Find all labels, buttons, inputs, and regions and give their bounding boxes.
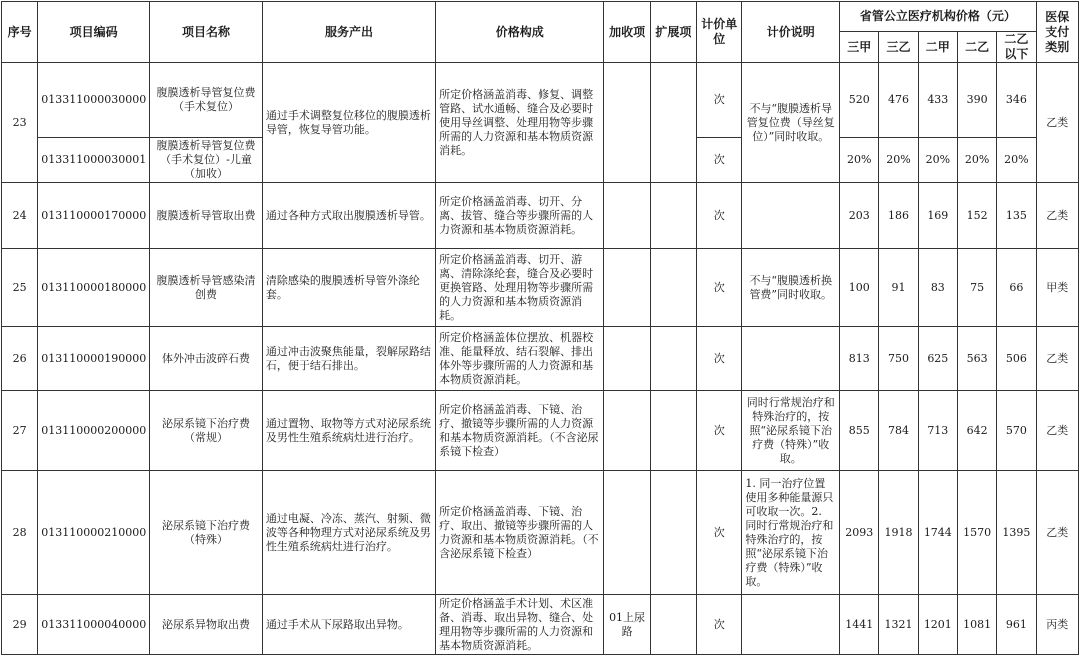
header-level-1: 三甲 — [840, 32, 879, 63]
cell-price: 20% — [879, 138, 918, 183]
cell-insurance: 乙类 — [1036, 63, 1078, 183]
cell-price: 75 — [957, 249, 996, 327]
cell-unit: 次 — [697, 391, 742, 471]
price-table — [1, 1, 1079, 655]
cell-price: 506 — [997, 327, 1036, 391]
cell-service: 清除感染的腹膜透析导管外涤纶套。 — [262, 249, 435, 327]
cell-service: 通过各种方式取出腹膜透析导管。 — [262, 183, 435, 249]
cell-code: 013311000040000 — [38, 595, 150, 655]
cell-code: 013311000030001 — [38, 138, 150, 183]
cell-price: 563 — [957, 327, 996, 391]
cell-name: 腹膜透析导管复位费（手术复位）-儿童（加收） — [150, 138, 263, 183]
cell-composition: 所定价格涵盖消毒、下镜、治疗、撤镜等步骤所需的人力资源和基本物质资源消耗。（不含泌尿系镜下检查） — [436, 391, 604, 471]
cell-code: 013311000030000 — [38, 63, 150, 138]
header-pricing-note: 计价说明 — [742, 2, 840, 63]
cell-seq: 25 — [2, 249, 38, 327]
table-row — [2, 249, 1079, 327]
cell-name: 泌尿系镜下治疗费（常规） — [150, 391, 263, 471]
header-level-4: 二乙 — [957, 32, 996, 63]
cell-note — [742, 183, 840, 249]
cell-name: 腹膜透析导管复位费（手术复位） — [150, 63, 263, 138]
cell-surcharge — [604, 249, 650, 327]
cell-price: 784 — [879, 391, 918, 471]
cell-price: 1570 — [957, 471, 996, 595]
cell-note: 不与“腹膜透析导管复位费（导丝复位）”同时收取。 — [742, 63, 840, 183]
cell-seq: 29 — [2, 595, 38, 655]
cell-composition: 所定价格涵盖消毒、下镜、治疗、取出、撤镜等步骤所需的人力资源和基本物质资源消耗。（不含泌尿系镜下检查） — [436, 471, 604, 595]
header-level-2: 三乙 — [879, 32, 918, 63]
cell-service: 通过置物、取物等方式对泌尿系统及男性生殖系统病灶进行治疗。 — [262, 391, 435, 471]
cell-seq: 26 — [2, 327, 38, 391]
cell-price: 713 — [918, 391, 957, 471]
cell-unit: 次 — [697, 183, 742, 249]
cell-code: 013110000200000 — [38, 391, 150, 471]
cell-code: 013110000170000 — [38, 183, 150, 249]
cell-price: 1201 — [918, 595, 957, 655]
header-level-5: 二乙以下 — [997, 32, 1036, 63]
cell-price: 135 — [997, 183, 1036, 249]
cell-code: 013110000210000 — [38, 471, 150, 595]
cell-insurance: 丙类 — [1036, 595, 1078, 655]
header-price-composition: 价格构成 — [436, 2, 604, 63]
cell-price: 152 — [957, 183, 996, 249]
cell-unit: 次 — [697, 63, 742, 138]
cell-service: 通过冲击波聚焦能量，裂解尿路结石，便于结石排出。 — [262, 327, 435, 391]
cell-price: 476 — [879, 63, 918, 138]
cell-price: 91 — [879, 249, 918, 327]
cell-extension — [650, 595, 696, 655]
cell-name: 泌尿系异物取出费 — [150, 595, 263, 655]
cell-seq: 24 — [2, 183, 38, 249]
cell-unit: 次 — [697, 471, 742, 595]
cell-note: 1. 同一治疗位置使用多种能量源只可收取一次。2. 同时行常规治疗和特殊治疗的，按照“泌尿系镜下治疗费（特殊）”收取。 — [742, 471, 840, 595]
cell-extension — [650, 471, 696, 595]
cell-price: 961 — [997, 595, 1036, 655]
header-service: 服务产出 — [262, 2, 435, 63]
header-name: 项目名称 — [150, 2, 263, 63]
cell-price: 855 — [840, 391, 879, 471]
table-row — [2, 327, 1079, 391]
cell-price: 750 — [879, 327, 918, 391]
table-row — [2, 471, 1079, 595]
table-row — [2, 391, 1079, 471]
header-level-3: 二甲 — [918, 32, 957, 63]
cell-note: 同时行常规治疗和特殊治疗的，按照“泌尿系镜下治疗费（特殊）”收取。 — [742, 391, 840, 471]
cell-service: 通过手术调整复位移位的腹膜透析导管，恢复导管功能。 — [262, 63, 435, 183]
cell-surcharge — [604, 63, 650, 183]
cell-note: 不与“腹膜透析换管费”同时收取。 — [742, 249, 840, 327]
cell-insurance: 乙类 — [1036, 183, 1078, 249]
cell-name: 腹膜透析导管感染清创费 — [150, 249, 263, 327]
cell-seq: 23 — [2, 63, 38, 183]
cell-name: 体外冲击波碎石费 — [150, 327, 263, 391]
cell-price: 813 — [840, 327, 879, 391]
cell-price: 1744 — [918, 471, 957, 595]
cell-extension — [650, 183, 696, 249]
cell-insurance: 乙类 — [1036, 471, 1078, 595]
cell-price: 1441 — [840, 595, 879, 655]
cell-note — [742, 595, 840, 655]
cell-code: 013110000190000 — [38, 327, 150, 391]
cell-extension — [650, 63, 696, 183]
cell-insurance: 乙类 — [1036, 391, 1078, 471]
cell-insurance: 甲类 — [1036, 249, 1078, 327]
header-surcharge: 加收项 — [604, 2, 650, 63]
cell-price: 390 — [957, 63, 996, 138]
cell-price: 100 — [840, 249, 879, 327]
cell-name: 泌尿系镜下治疗费（特殊） — [150, 471, 263, 595]
cell-insurance: 乙类 — [1036, 327, 1078, 391]
cell-unit: 次 — [697, 595, 742, 655]
cell-unit: 次 — [697, 138, 742, 183]
cell-surcharge — [604, 471, 650, 595]
cell-price: 20% — [918, 138, 957, 183]
cell-surcharge — [604, 391, 650, 471]
cell-composition: 所定价格涵盖手术计划、术区准备、消毒、取出异物、缝合、处理用物等步骤所需的人力资源和基本物质资源消耗。 — [436, 595, 604, 655]
cell-surcharge — [604, 327, 650, 391]
cell-composition: 所定价格涵盖消毒、修复、调整管路、试水通畅、缝合及必要时使用导丝调整、处理用物等步骤所需的人力资源和基本物质资源消耗。 — [436, 63, 604, 183]
cell-unit: 次 — [697, 249, 742, 327]
cell-service: 通过手术从下尿路取出异物。 — [262, 595, 435, 655]
header-price-group: 省管公立医疗机构价格（元） — [840, 2, 1036, 32]
table-row — [2, 63, 1079, 138]
cell-price: 570 — [997, 391, 1036, 471]
cell-surcharge: 01上尿路 — [604, 595, 650, 655]
cell-unit: 次 — [697, 327, 742, 391]
header-seq: 序号 — [2, 2, 38, 63]
table-row — [2, 595, 1079, 655]
cell-price: 1395 — [997, 471, 1036, 595]
cell-seq: 28 — [2, 471, 38, 595]
cell-price: 625 — [918, 327, 957, 391]
cell-code: 013110000180000 — [38, 249, 150, 327]
cell-price: 186 — [879, 183, 918, 249]
cell-extension — [650, 391, 696, 471]
cell-price: 20% — [840, 138, 879, 183]
header-insurance: 医保支付类别 — [1036, 2, 1078, 63]
cell-price: 20% — [997, 138, 1036, 183]
header-code: 项目编码 — [38, 2, 150, 63]
table-row — [2, 183, 1079, 249]
cell-seq: 27 — [2, 391, 38, 471]
cell-price: 1081 — [957, 595, 996, 655]
cell-surcharge — [604, 183, 650, 249]
cell-composition: 所定价格涵盖体位摆放、机器校准、能量释放、结石裂解、排出体外等步骤所需的人力资源和基本物质资源消耗。 — [436, 327, 604, 391]
cell-price: 169 — [918, 183, 957, 249]
cell-price: 433 — [918, 63, 957, 138]
cell-composition: 所定价格涵盖消毒、切开、分离、拔管、缝合等步骤所需的人力资源和基本物质资源消耗。 — [436, 183, 604, 249]
cell-name: 腹膜透析导管取出费 — [150, 183, 263, 249]
cell-price: 66 — [997, 249, 1036, 327]
header-unit: 计价单位 — [697, 2, 742, 63]
cell-extension — [650, 249, 696, 327]
cell-composition: 所定价格涵盖消毒、切开、游离、清除涤纶套，缝合及必要时更换管路、处理用物等步骤所需的人力资源和基本物质资源消耗。 — [436, 249, 604, 327]
header-extension: 扩展项 — [650, 2, 696, 63]
cell-extension — [650, 327, 696, 391]
cell-price: 203 — [840, 183, 879, 249]
cell-price: 83 — [918, 249, 957, 327]
cell-price: 1918 — [879, 471, 918, 595]
cell-price: 520 — [840, 63, 879, 138]
cell-price: 1321 — [879, 595, 918, 655]
cell-price: 20% — [957, 138, 996, 183]
cell-price: 642 — [957, 391, 996, 471]
cell-note — [742, 327, 840, 391]
cell-price: 2093 — [840, 471, 879, 595]
cell-service: 通过电凝、冷冻、蒸汽、射频、微波等各种物理方式对泌尿系统及男性生殖系统病灶进行治疗。 — [262, 471, 435, 595]
cell-price: 346 — [997, 63, 1036, 138]
